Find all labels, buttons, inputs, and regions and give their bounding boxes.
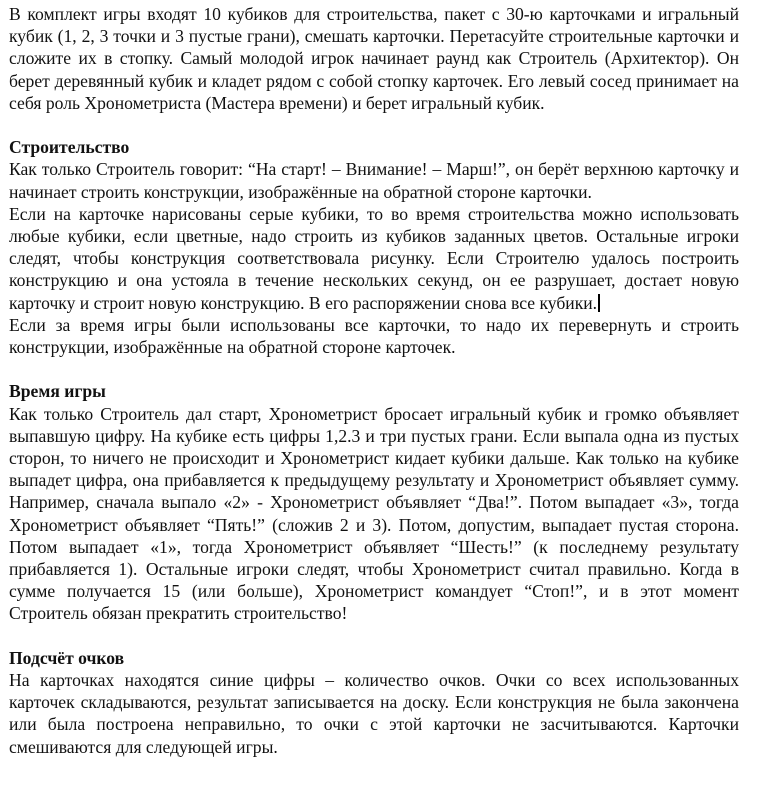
- text-cursor: [598, 294, 600, 312]
- heading-game-time: Время игры: [9, 381, 106, 402]
- spacer: [9, 625, 739, 647]
- document-page: [9, 3, 739, 758]
- heading-scoring: Подсчёт очков: [9, 647, 125, 668]
- building-paragraph-2-text: Если на карточке нарисованы серые кубики, то во время строительства можно использовать любые кубики, если цветные, надо строить из кубиков заданных цветов. Остальные игроки следят, чтобы конструкция соответствовала рисунку. Если Строителю удалось построить конструкцию и она устояла в течение нескольких секунд, он ее разрушает, достает новую карточку и строит новую конструкцию. В его распоряжении снова все кубики.: [9, 203, 739, 313]
- spacer: [9, 358, 739, 380]
- spacer: [9, 114, 739, 136]
- time-paragraph-1: Как только Строитель дал старт, Хронометрист бросает игральный кубик и громко объявляет выпавшую цифру. На кубике есть цифры 1,2.3 и три пустых грани. Если выпала одна из пустых сторон, то ничего не происходит и Хронометрист кидает кубики дальше. Как только на кубике выпадет цифра, она прибавляется к предыдущему результату и Хронометрист объявляет сумму. Например, сначала выпало «2» - Хронометрист объявляет “Два!”. Потом выпадает «3», тогда Хронометрист объявляет “Пять!” (сложив 2 и 3). Потом, допустим, выпадает пустая сторона. Потом выпадает «1», тогда Хронометрист объявляет “Шесть!” (к последнему результату прибавляется 1). Остальные игроки следят, чтобы Хронометрист считал правильно. Когда в сумме получается 15 (или больше), Хронометрист командует “Стоп!”, и в этот момент Строитель обязан прекратить строительство!: [9, 403, 739, 624]
- building-paragraph-2: [9, 203, 739, 314]
- building-paragraph-1: Как только Строитель говорит: “На старт! – Внимание! – Марш!”, он берёт верхнюю карточку и начинает строить конструкции, изображённые на обратной стороне карточки.: [9, 159, 739, 202]
- intro-paragraph: В комплект игры входят 10 кубиков для строительства, пакет с 30-ю карточками и игральный кубик (1, 2, 3 точки и 3 пустые грани), смешать карточки. Перетасуйте строительные карточки и сложите их в стопку. Самый молодой игрок начинает раунд как Строитель (Архитектор). Он берет деревянный кубик и кладет рядом с собой стопку карточек. Его левый сосед принимает на себя роль Хронометриста (Мастера времени) и берет игральный кубик.: [9, 4, 739, 113]
- heading-building: Строительство: [9, 137, 130, 158]
- score-paragraph-1: На карточках находятся синие цифры – количество очков. Очки со всех использованных карточек складываются, результат записывается на доску. Если конструкция не была закончена или была построена неправильно, то очки с этой карточки не засчитываются. Карточки смешиваются для следующей игры.: [9, 670, 739, 757]
- building-paragraph-3: Если за время игры были использованы все карточки, то надо их перевернуть и строить конструкции, изображённые на обратной стороне карточек.: [9, 314, 739, 358]
